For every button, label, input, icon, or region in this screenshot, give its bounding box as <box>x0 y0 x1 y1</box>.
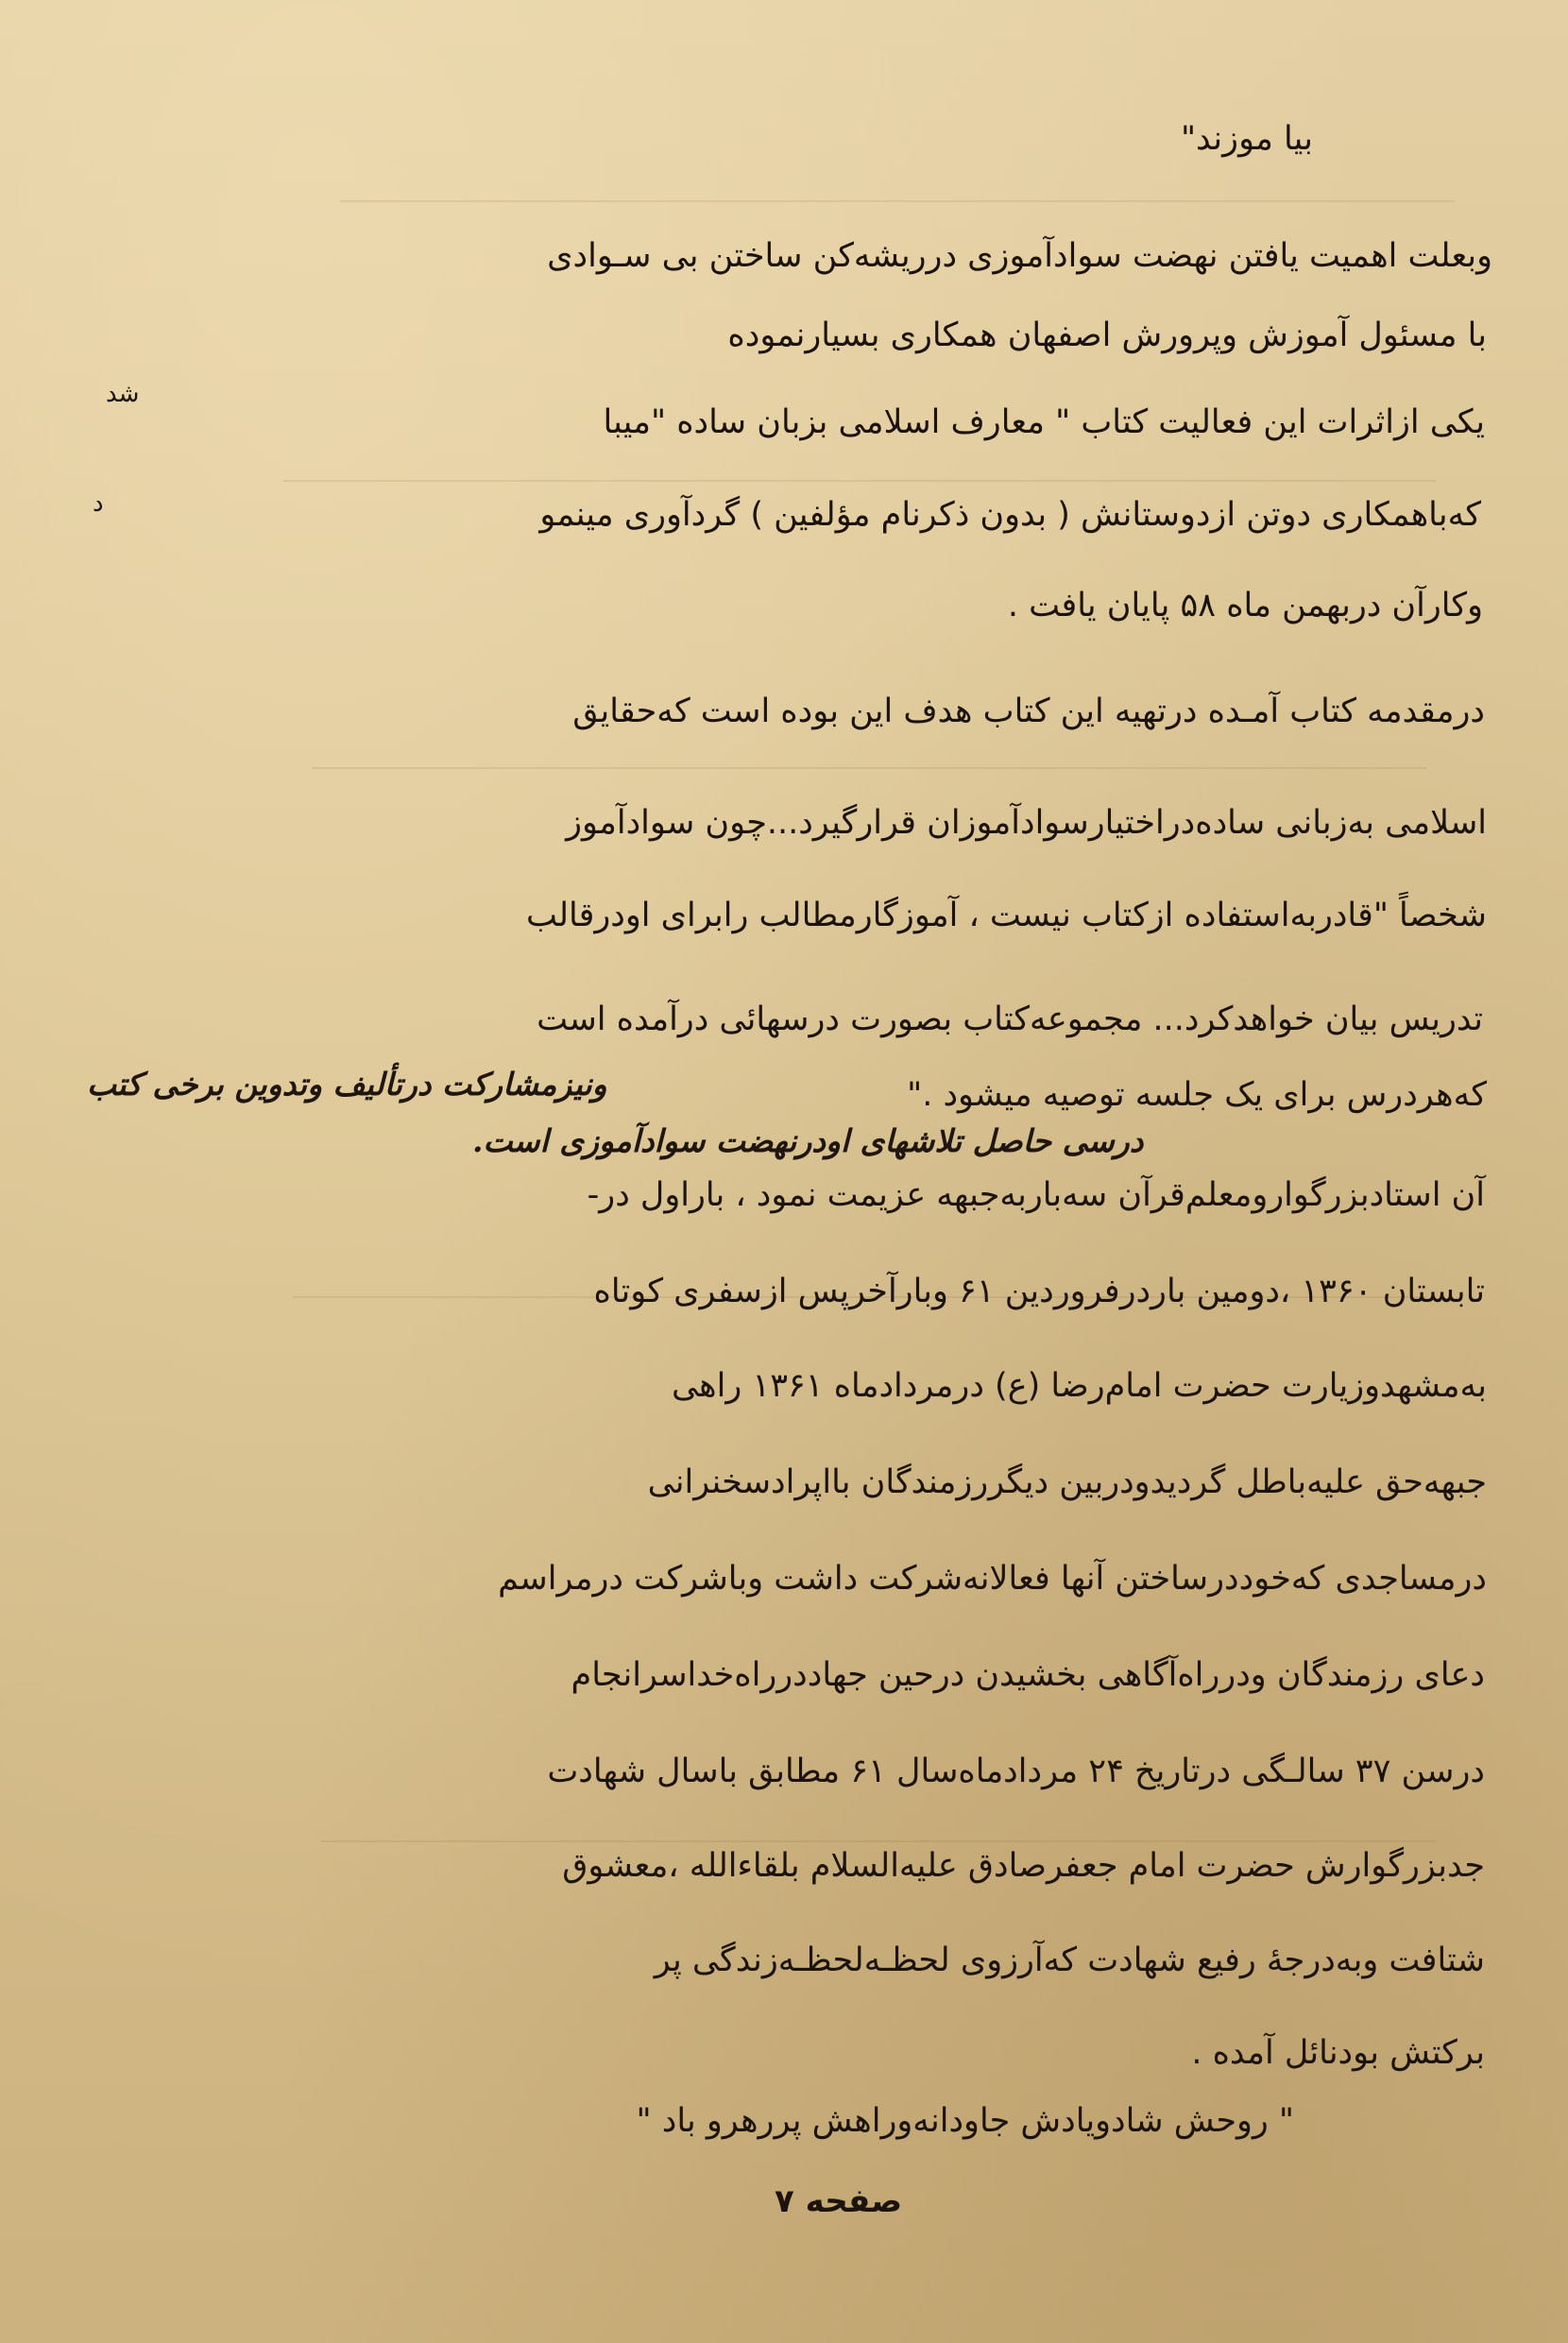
text-line-13: تابستان ۱۳۶۰ ،دومین باردرفروردین ۶۱ وبارآخرپس ازسفری کوتاه <box>593 1273 1485 1310</box>
bleed-through-mark <box>312 767 1426 769</box>
bleed-through-mark <box>321 1840 1436 1842</box>
text-line-6: وکارآن دربهمن ماه ۵۸ پایان یافت . <box>1007 587 1483 624</box>
page-number: صفحه ۷ <box>775 2182 903 2220</box>
bleed-through-mark <box>283 480 1436 482</box>
text-line-19: جدبزرگوارش حضرت امام جعفرصادق علیه‌السلام بلقاءالله ،معشوق <box>562 1847 1485 1885</box>
text-line-16: درمساجدی که‌خوددرساختن آنها فعالانه‌شرکت داشت وباشرکت درمراسم <box>498 1560 1487 1598</box>
text-line-4: یکی ازاثرات این فعالیت کتاب " معارف اسلامی بزبان ساده "میبا <box>603 403 1485 441</box>
text-line-11: که‌هردرس برای یک جلسه توصیه میشود ." <box>907 1076 1487 1114</box>
handwritten-insertion-1: ونیزمشارکت درتألیف وتدوین برخی کتب <box>87 1066 607 1103</box>
text-line-1: بیا موزند" <box>1180 120 1313 158</box>
marginal-note-d: د <box>93 489 104 518</box>
text-line-12: آن استادبزرگوارومعلم‌قرآن سه‌باربه‌جبهه عزیمت نمود ، باراول در- <box>587 1176 1485 1214</box>
text-line-9: شخصاً "قادربه‌استفاده ازکتاب نیست ، آموزگارمطالب رابرای اودرقالب <box>525 897 1487 934</box>
bleed-through-mark <box>340 200 1455 202</box>
text-line-10: تدریس بیان خواهدکرد... مجموعه‌کتاب بصورت درسهائی درآمده است <box>537 1000 1483 1038</box>
text-line-20: شتافت وبه‌درجهٔ رفیع شهادت که‌آرزوی لحظـه‌لحظـه‌زندگی پر <box>654 1941 1485 1979</box>
text-line-5: که‌باهمکاری دوتن ازدوستانش ( بدون ذکرنام مؤلفین ) گردآوری مینمو <box>539 496 1481 534</box>
text-line-7: درمقدمه کتاب آمـده درتهیه این کتاب هدف این بوده است که‌حقایق <box>572 693 1485 730</box>
text-line-8: اسلامی به‌زبانی ساده‌دراختیارسوادآموزان قرارگیرد...چون سوادآموز <box>566 804 1487 842</box>
text-line-17: دعای رزمندگان ودرراه‌آگاهی بخشیدن درحین جهاددرراه‌خداسرانجام <box>571 1656 1485 1694</box>
text-line-3: با مسئول آموزش وپرورش اصفهان همکاری بسیارنموده <box>727 316 1487 354</box>
text-line-14: به‌مشهدوزیارت حضرت امام‌رضا (ع) درمردادماه ۱۳۶۱ راهی <box>672 1367 1487 1405</box>
handwritten-insertion-2: درسی حاصل تلاشهای اودرنهضت سوادآموزی است. <box>472 1122 1144 1159</box>
marginal-note-shod: شد <box>106 380 140 408</box>
text-line-21: برکتش بودنائل آمده . <box>1191 2034 1485 2072</box>
text-line-22: " روحش شادویادش جاودانه‌وراهش پررهرو باد " <box>636 2102 1294 2140</box>
text-line-18: درسن ۳۷ سالـگی درتاریخ ۲۴ مردادماه‌سال ۶۱ مطابق باسال شهادت <box>547 1753 1485 1790</box>
text-line-2: وبعلت اهمیت یافتن نهضت سوادآموزی درریشه‌کن ساختن بی سـوادی <box>547 237 1492 275</box>
text-line-15: جبهه‌حق علیه‌باطل گردیدودربین دیگررزمندگان بااپرادسخنرانی <box>647 1463 1487 1501</box>
